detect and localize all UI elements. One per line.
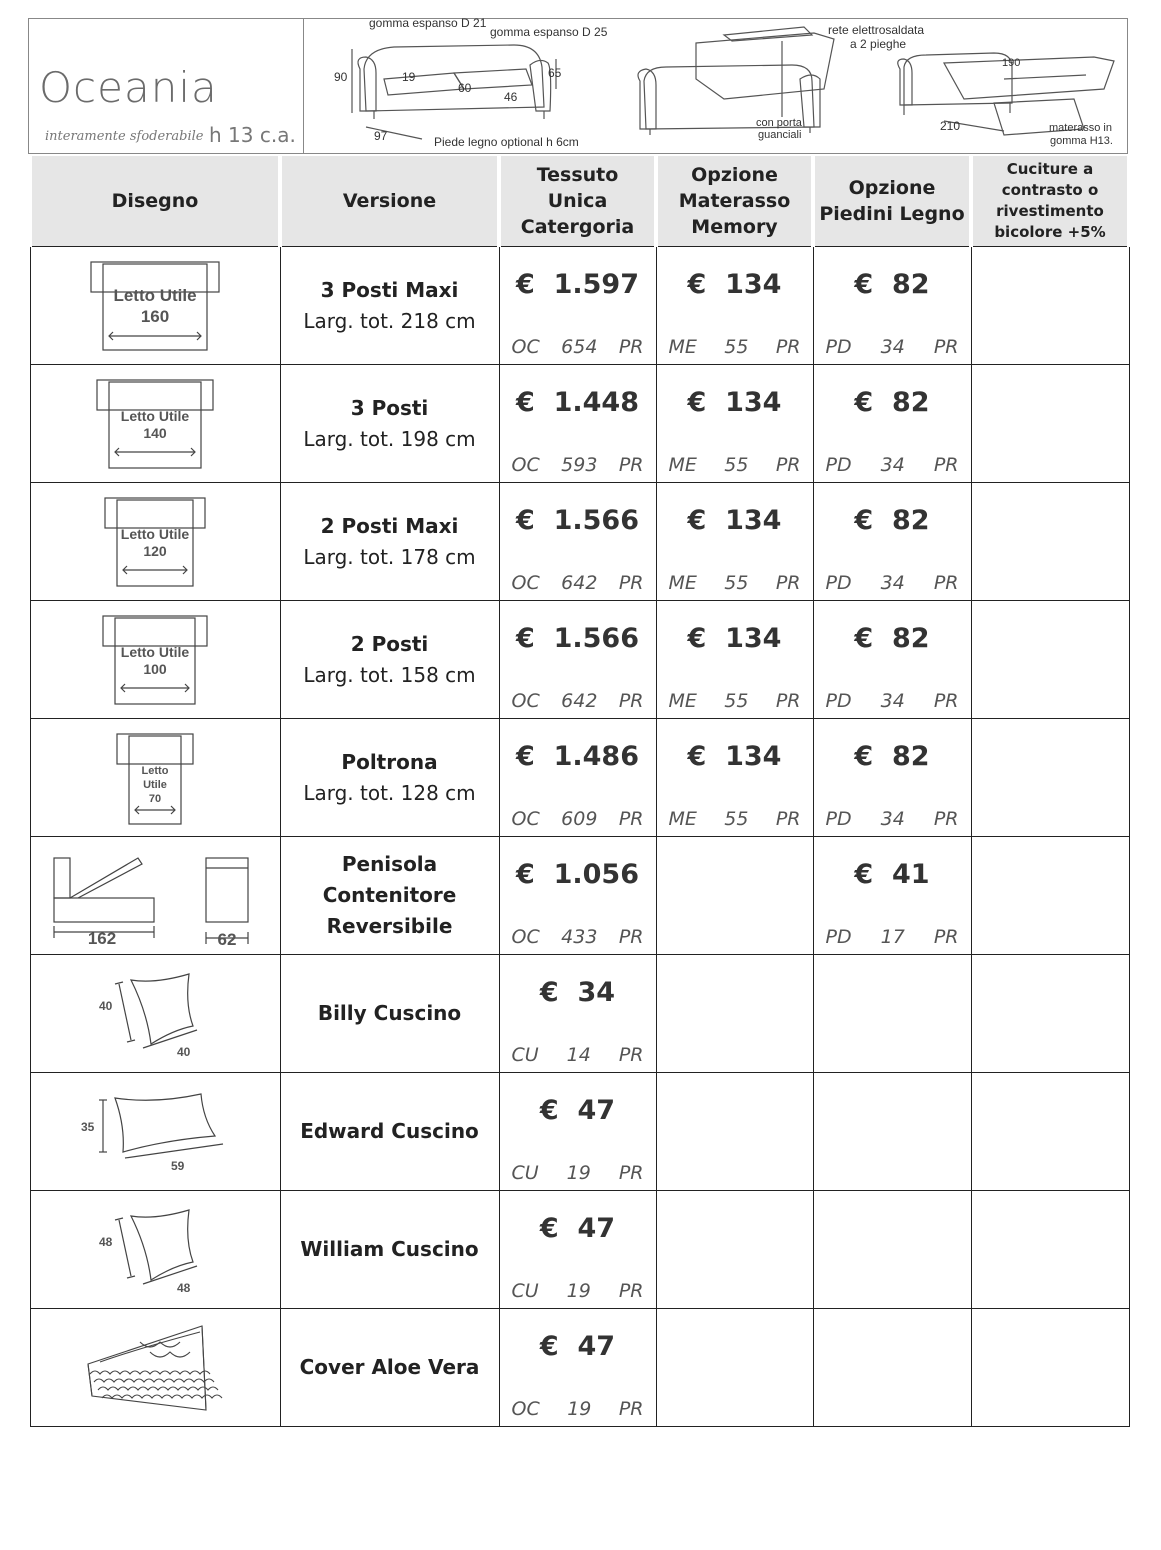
label-dim-210: 210	[940, 119, 961, 133]
code-number: 55	[724, 454, 749, 476]
col-header-fabric: Tessuto Unica Catergoria	[499, 156, 656, 247]
price-value: € 134	[687, 623, 782, 654]
col-header-memory: Opzione Materasso Memory	[656, 156, 813, 247]
table-row	[30, 1073, 1129, 1191]
code-number: 19	[566, 1162, 591, 1184]
code-prefix: OC	[511, 454, 540, 476]
price-value: € 1.486	[516, 741, 639, 772]
cell-drawing	[30, 601, 280, 719]
product-code	[669, 808, 801, 830]
product-code	[669, 690, 801, 712]
code-number: 642	[561, 572, 598, 594]
cell-drawing	[30, 1073, 280, 1191]
drawing-height: 40	[99, 998, 113, 1013]
label-feet-note: Piede legno optional h 6cm	[434, 135, 579, 149]
cell-legs	[813, 247, 971, 365]
version-name: 2 Posti Maxi	[320, 513, 459, 538]
code-prefix: ME	[668, 572, 697, 594]
label-pillow-holder-1: con porta	[756, 117, 802, 129]
version-name: Edward Cuscino	[300, 1119, 479, 1143]
penisola-icon	[50, 846, 260, 946]
product-subtitle: interamente sfoderabile	[45, 129, 204, 144]
product-code	[512, 808, 644, 830]
price-value: € 1.597	[516, 269, 639, 300]
cell-drawing	[30, 247, 280, 365]
cell-fabric	[499, 1073, 656, 1191]
drawing-width: 120	[143, 542, 167, 559]
cell-fabric	[499, 601, 656, 719]
drawing-width: 160	[140, 306, 170, 326]
sofa-drawings	[304, 19, 1127, 153]
code-prefix: PD	[825, 454, 852, 476]
sofa-bed-icon	[80, 610, 230, 710]
code-suffix: PR	[933, 572, 959, 594]
table-row	[30, 365, 1129, 483]
code-suffix: PR	[933, 808, 959, 830]
code-prefix: CU	[511, 1044, 539, 1066]
cell-drawing	[30, 1309, 280, 1427]
col-header-drawing: Disegno	[30, 156, 280, 247]
version-name: Billy Cuscino	[317, 1001, 462, 1025]
code-number: 19	[566, 1280, 591, 1302]
cell-stitching-empty	[971, 483, 1129, 601]
version-size: Larg. tot. 158 cm	[303, 662, 476, 687]
cell-stitching-empty	[971, 719, 1129, 837]
code-suffix: PR	[618, 1044, 644, 1066]
code-prefix: OC	[511, 572, 540, 594]
label-foam-d25: gomma espanso D 25	[490, 25, 608, 39]
code-prefix: PD	[825, 926, 852, 948]
version-size: Larg. tot. 218 cm	[303, 308, 476, 333]
code-number: 433	[561, 926, 598, 948]
cell-drawing	[30, 837, 280, 955]
cell-drawing	[30, 483, 280, 601]
cell-memory-empty	[656, 1191, 813, 1309]
sofa-technical-illustration	[304, 19, 1127, 153]
drawing-label: Letto Utile	[120, 407, 190, 424]
cell-memory	[656, 483, 813, 601]
product-code	[512, 454, 644, 476]
code-prefix: OC	[511, 808, 540, 830]
drawing-width: 59	[171, 1158, 185, 1173]
version-name: Cover Aloe Vera	[299, 1355, 480, 1379]
drawing-width: 48	[177, 1280, 191, 1295]
cell-version	[280, 1191, 499, 1309]
price-value: € 1.056	[516, 859, 639, 890]
code-prefix: ME	[668, 808, 697, 830]
label-mattress-1: materasso in	[1049, 122, 1112, 134]
cell-fabric	[499, 719, 656, 837]
label-dim-46: 46	[504, 90, 518, 104]
cell-drawing	[30, 955, 280, 1073]
code-suffix: PR	[618, 454, 644, 476]
code-prefix: PD	[825, 572, 852, 594]
table-row	[30, 247, 1129, 365]
code-suffix: PR	[933, 926, 959, 948]
code-number: 34	[880, 690, 905, 712]
label-dim-65: 65	[548, 66, 562, 80]
price-value: € 1.448	[516, 387, 639, 418]
label-dim-90: 90	[334, 70, 348, 84]
drawing-height: 35	[81, 1119, 95, 1134]
cell-memory-empty	[656, 1309, 813, 1427]
cell-legs-empty	[813, 1309, 971, 1427]
cell-memory-empty	[656, 1073, 813, 1191]
cell-stitching-empty	[971, 601, 1129, 719]
drawing-width: 100	[143, 660, 167, 677]
label-dim-19: 19	[402, 70, 416, 84]
product-code	[669, 336, 801, 358]
code-number: 55	[724, 336, 749, 358]
cushion-long-icon	[75, 1082, 235, 1182]
product-code	[512, 1280, 644, 1302]
product-code	[512, 690, 644, 712]
label-dim-97: 97	[374, 129, 388, 143]
code-number: 34	[880, 454, 905, 476]
col-header-version: Versione	[280, 156, 499, 247]
drawing-label: Letto Utile	[120, 525, 190, 542]
cushion-icon	[85, 1200, 225, 1300]
code-prefix: PD	[825, 336, 852, 358]
drawing-height: 48	[99, 1234, 113, 1249]
code-number: 17	[880, 926, 905, 948]
cushion-icon	[85, 964, 225, 1064]
code-prefix: ME	[668, 690, 697, 712]
table-header-row	[30, 156, 1129, 247]
label-net: rete elettrosaldata	[828, 23, 925, 37]
code-suffix: PR	[775, 336, 801, 358]
table-row	[30, 837, 1129, 955]
code-suffix: PR	[775, 454, 801, 476]
version-name: 3 Posti	[350, 395, 429, 420]
cell-legs-empty	[813, 955, 971, 1073]
price-value: € 134	[687, 269, 782, 300]
cell-version	[280, 247, 499, 365]
code-number: 34	[880, 808, 905, 830]
drawing-width: 70	[148, 792, 162, 805]
code-suffix: PR	[618, 1280, 644, 1302]
product-code	[512, 572, 644, 594]
code-prefix: OC	[511, 926, 540, 948]
cell-version	[280, 1073, 499, 1191]
cell-stitching-empty	[971, 1191, 1129, 1309]
price-value: € 82	[854, 387, 930, 418]
sofa-bed-icon	[80, 728, 230, 828]
code-suffix: PR	[618, 690, 644, 712]
cell-version	[280, 719, 499, 837]
drawing-length: 162	[87, 928, 117, 946]
code-number: 609	[561, 808, 598, 830]
code-suffix: PR	[933, 690, 959, 712]
product-code	[512, 336, 644, 358]
version-size: Larg. tot. 128 cm	[303, 780, 476, 805]
cell-fabric	[499, 247, 656, 365]
code-suffix: PR	[618, 572, 644, 594]
code-suffix: PR	[775, 808, 801, 830]
cell-version	[280, 365, 499, 483]
product-code	[826, 690, 959, 712]
price-value: € 134	[687, 387, 782, 418]
price-value: € 1.566	[516, 505, 639, 536]
code-suffix: PR	[618, 808, 644, 830]
cell-fabric	[499, 837, 656, 955]
product-code	[669, 454, 801, 476]
version-name: 3 Posti Maxi	[320, 277, 459, 302]
drawing-label: Utile	[143, 778, 167, 791]
price-value: € 82	[854, 741, 930, 772]
code-number: 593	[561, 454, 598, 476]
version-name: 2 Posti	[350, 631, 429, 656]
table-row	[30, 1309, 1129, 1427]
cell-legs	[813, 601, 971, 719]
code-prefix: OC	[511, 336, 540, 358]
product-title: Oceania	[39, 63, 218, 112]
code-number: 55	[724, 572, 749, 594]
cell-fabric	[499, 1191, 656, 1309]
price-value: € 47	[539, 1095, 616, 1126]
cell-legs	[813, 365, 971, 483]
code-prefix: ME	[668, 454, 697, 476]
label-folds: a 2 pieghe	[850, 37, 907, 51]
cell-legs	[813, 719, 971, 837]
cell-version	[280, 483, 499, 601]
product-code	[826, 926, 959, 948]
cell-stitching-empty	[971, 837, 1129, 955]
product-height-note: h 13 c.a.	[209, 123, 296, 147]
cell-memory	[656, 601, 813, 719]
product-code	[826, 336, 959, 358]
cell-drawing	[30, 719, 280, 837]
label-dim-60: 60	[458, 81, 472, 95]
cell-stitching-empty	[971, 365, 1129, 483]
version-name: William Cuscino	[300, 1237, 479, 1261]
price-value: € 47	[539, 1213, 616, 1244]
code-suffix: PR	[775, 572, 801, 594]
table-row	[30, 1191, 1129, 1309]
table-row	[30, 719, 1129, 837]
code-number: 55	[724, 690, 749, 712]
code-number: 654	[561, 336, 598, 358]
price-value: € 47	[539, 1331, 616, 1362]
col-header-stitching: Cuciture a contrasto o rivestimento bicolore +5%	[971, 156, 1129, 247]
code-prefix: PD	[825, 690, 852, 712]
code-prefix: PD	[825, 808, 852, 830]
drawing-label: Letto	[141, 764, 169, 777]
version-name: Poltrona	[341, 749, 438, 774]
code-prefix: OC	[511, 690, 540, 712]
cell-version	[280, 955, 499, 1073]
code-suffix: PR	[933, 336, 959, 358]
cell-memory	[656, 719, 813, 837]
label-mattress-2: gomma H13.	[1050, 135, 1113, 147]
sofa-bed-icon	[80, 256, 230, 356]
drawing-label: Letto Utile	[113, 285, 197, 305]
label-dim-190: 190	[1002, 57, 1021, 69]
price-value: € 34	[539, 977, 616, 1008]
cell-memory-empty	[656, 837, 813, 955]
version-size: Larg. tot. 198 cm	[303, 426, 476, 451]
cell-legs-empty	[813, 1073, 971, 1191]
drawing-label: Letto Utile	[120, 643, 190, 660]
code-suffix: PR	[933, 454, 959, 476]
product-code	[512, 1398, 644, 1420]
product-code	[512, 926, 644, 948]
code-prefix: CU	[511, 1162, 539, 1184]
cell-fabric	[499, 365, 656, 483]
code-suffix: PR	[618, 1162, 644, 1184]
cell-memory	[656, 247, 813, 365]
cell-version	[280, 1309, 499, 1427]
cell-version	[280, 601, 499, 719]
table-row	[30, 955, 1129, 1073]
product-code	[826, 572, 959, 594]
product-code	[512, 1044, 644, 1066]
code-prefix: ME	[668, 336, 697, 358]
code-number: 14	[566, 1044, 591, 1066]
code-suffix: PR	[618, 1398, 644, 1420]
version-size: Reversibile	[326, 914, 453, 938]
cell-memory-empty	[656, 955, 813, 1073]
code-suffix: PR	[618, 926, 644, 948]
cell-stitching-empty	[971, 955, 1129, 1073]
sofa-bed-icon	[80, 374, 230, 474]
sofa-bed-icon	[80, 492, 230, 592]
code-suffix: PR	[618, 336, 644, 358]
cell-legs	[813, 837, 971, 955]
cell-stitching-empty	[971, 1309, 1129, 1427]
cell-fabric	[499, 1309, 656, 1427]
cell-version	[280, 837, 499, 955]
code-number: 55	[724, 808, 749, 830]
catalog-header	[28, 18, 1128, 154]
label-pillow-holder-2: guanciali	[758, 129, 802, 141]
table-row	[30, 483, 1129, 601]
price-value: € 134	[687, 741, 782, 772]
cell-drawing	[30, 365, 280, 483]
code-suffix: PR	[775, 690, 801, 712]
cell-stitching-empty	[971, 247, 1129, 365]
price-value: € 41	[854, 859, 930, 890]
version-name: Penisola Contenitore	[322, 852, 457, 907]
drawing-width: 40	[177, 1044, 191, 1059]
price-table	[28, 156, 1131, 1427]
cell-fabric	[499, 483, 656, 601]
price-value: € 82	[854, 505, 930, 536]
code-number: 19	[567, 1398, 592, 1420]
version-size: Larg. tot. 178 cm	[303, 544, 476, 569]
drawing-width: 62	[217, 929, 237, 946]
code-number: 34	[880, 336, 905, 358]
code-number: 642	[561, 690, 598, 712]
price-value: € 134	[687, 505, 782, 536]
price-value: € 82	[854, 269, 930, 300]
drawing-width: 140	[143, 424, 167, 441]
price-value: € 82	[854, 623, 930, 654]
product-code	[669, 572, 801, 594]
label-foam-d21: gomma espanso D 21	[369, 16, 487, 30]
code-prefix: OC	[511, 1398, 540, 1420]
product-code	[826, 454, 959, 476]
cell-legs	[813, 483, 971, 601]
brand-box	[29, 19, 304, 153]
cell-stitching-empty	[971, 1073, 1129, 1191]
table-row	[30, 601, 1129, 719]
product-code	[826, 808, 959, 830]
price-value: € 1.566	[516, 623, 639, 654]
cell-drawing	[30, 1191, 280, 1309]
cell-legs-empty	[813, 1191, 971, 1309]
cell-memory	[656, 365, 813, 483]
code-prefix: CU	[511, 1280, 539, 1302]
col-header-legs: Opzione Piedini Legno	[813, 156, 971, 247]
product-code	[512, 1162, 644, 1184]
mattress-cover-icon	[80, 1318, 230, 1418]
code-number: 34	[880, 572, 905, 594]
cell-fabric	[499, 955, 656, 1073]
